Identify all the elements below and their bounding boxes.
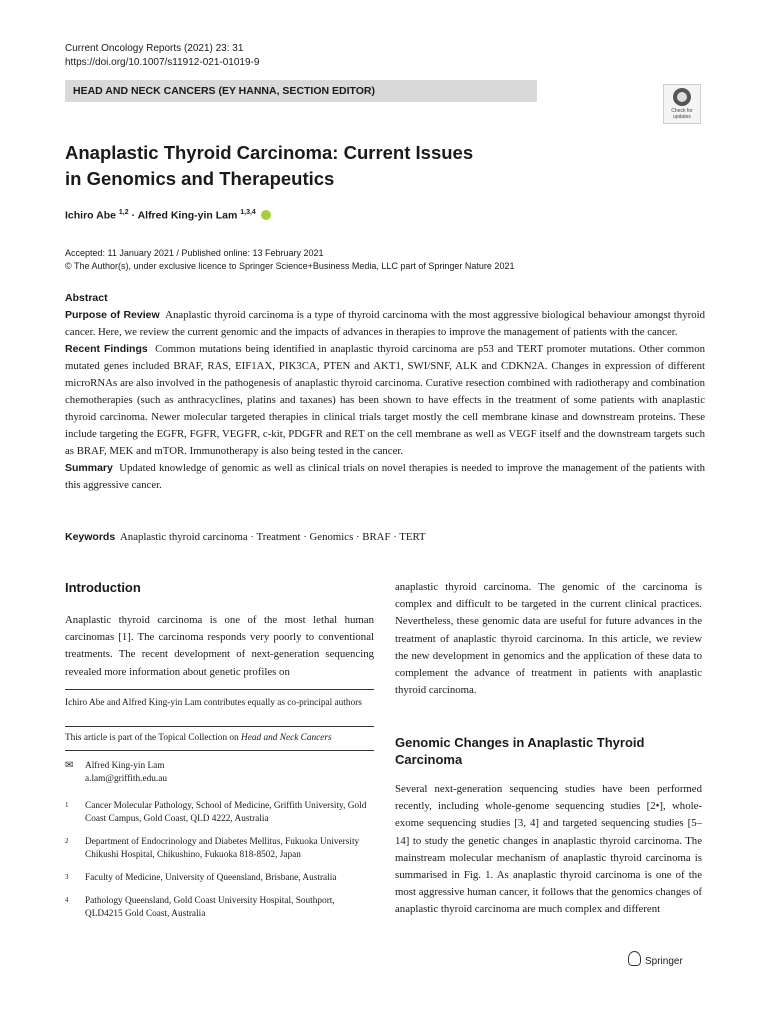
author-list: [65, 205, 271, 224]
keywords-text: Anaplastic thyroid carcinoma · Treatment · Genomics · BRAF · TERT: [120, 531, 426, 543]
topical-collection-note: [65, 732, 374, 745]
genomic-changes-paragraph: Several next-generation sequencing studies have been performed recently, including whole-genome sequencing studies [2•], whole-exome sequencing studies [3, 4] and targeted sequencing studies [5–14] to study the genetic changes in anaplastic thyroid carcinoma. The mainstream molecular mechanism of anaplastic thyroid carcinoma is summarised in Fig. 1. As anaplastic thyroid carcinoma is one of the most aggressive human cancer, it follows that the genomics changes of anaplastic thyroid carcinoma are much complex and different: [395, 783, 702, 916]
abstract-summary-text: Updated knowledge of genomic as well as clinical trials on novel therapies is needed to improve the management of the patients with this aggressive cancer.: [65, 462, 705, 491]
affiliations: [65, 800, 374, 931]
affiliation-item: [65, 872, 374, 885]
collection-prefix: This article is part of the Topical Collection on: [65, 733, 239, 743]
copyright-line: © The Author(s), under exclusive licence to Springer Science+Business Media, LLC part of Springer Nature 2021: [65, 261, 515, 271]
genomic-changes-text: [395, 781, 702, 919]
affiliation-text: Pathology Queensland, Gold Coast University Hospital, Southport, QLD4215 Gold Coast, Australia: [85, 896, 335, 919]
affiliation-number: 3: [65, 873, 69, 881]
author-name[interactable]: Ichiro Abe: [65, 209, 116, 222]
abstract-summary-label: Summary: [65, 462, 113, 474]
collection-name[interactable]: Head and Neck Cancers: [241, 733, 332, 743]
genomic-changes-heading: Genomic Changes in Anaplastic Thyroid Carcinoma: [395, 735, 645, 767]
introduction-continued-paragraph: anaplastic thyroid carcinoma. The genomic of the carcinoma is complex and difficult to be targeted in the current clinical practices. Nevertheless, these genomic data are useful for future advances in the treatment of anaplastic thyroid carcinoma. In this article, we review the new development in genomics and the application of these data to complement the advance of treatment in patients with anaplastic thyroid carcinoma.: [395, 581, 702, 697]
abstract: [65, 290, 705, 494]
affiliation-number: 4: [65, 896, 69, 904]
footnote-divider: [65, 689, 374, 690]
journal-citation: Current Oncology Reports (2021) 23: 31: [65, 43, 244, 54]
keywords-label: Keywords: [65, 531, 116, 543]
introduction-paragraph: Anaplastic thyroid carcinoma is one of the most lethal human carcinomas [1]. The carcinoma responds very poorly to conventional treatments. The recent development of next-generation sequencing revealed more information about genetic profiles on: [65, 614, 374, 678]
introduction-text: [65, 612, 374, 681]
affiliation-number: 1: [65, 801, 69, 809]
doi-link[interactable]: https://doi.org/10.1007/s11912-021-01019-9: [65, 57, 260, 68]
orcid-icon[interactable]: [261, 210, 271, 220]
author-name[interactable]: Alfred King-yin Lam: [137, 209, 238, 222]
check-updates-label: Check for updates: [671, 108, 693, 120]
corresponding-name: Alfred King-yin Lam: [85, 761, 165, 771]
springer-horse-icon: [628, 951, 641, 966]
abstract-heading: Abstract: [65, 292, 108, 304]
abstract-purpose-label: Purpose of Review: [65, 309, 160, 321]
envelope-icon: ✉: [65, 760, 74, 771]
contribution-note: Ichiro Abe and Alfred King-yin Lam contributes equally as co-principal authors: [65, 698, 362, 708]
introduction-continued: [395, 579, 702, 699]
affiliation-number: 2: [65, 837, 69, 845]
journal-header: [65, 42, 259, 70]
abstract-findings-text: Common mutations being identified in anaplastic thyroid carcinoma are p53 and TERT promoter mutations. Other common mutated genes included BRAF, RAS, EIF1AX, PIK3CA, PTEN and AKT1, SWI/SNF, ALK and CDKN2A. Changes in expression of different microRNAs are also involved in the pathogenesis of anaplastic thyroid carcinoma. Curative resection combined with radiotherapy and combination chemotherapies (such as anthracyclines, platins and taxanes) has been shown to have effects in the treatment of some patients with anaplastic thyroid carcinoma. Newer molecular targeted therapies in clinical trials target mostly the cell membrane kinase and downstream proteins. These include targeting the EGFR, FGFR, VEGFR, c-kit, PDGFR and RET on the cell membrane as well as VEGF itself and the downstream targets such as BRAF, MEK and mTOR. Immunotherapy is also being tested in the cancer.: [65, 343, 705, 457]
title-line-2: in Genomics and Therapeutics: [65, 168, 335, 189]
affiliation-text: Cancer Molecular Pathology, School of Medicine, Griffith University, Gold Coast Campus, Gold Coast, QLD 4222, Australia: [85, 801, 367, 824]
article-title: [65, 140, 485, 192]
publisher-logo: [628, 951, 683, 970]
introduction-heading: Introduction: [65, 580, 141, 595]
publication-info: [65, 247, 514, 273]
abstract-findings-label: Recent Findings: [65, 343, 148, 355]
affiliation-text: Faculty of Medicine, University of Queensland, Brisbane, Australia: [85, 873, 337, 883]
author-separator: ·: [131, 209, 136, 222]
title-line-1: Anaplastic Thyroid Carcinoma: Current Issues: [65, 142, 474, 163]
publisher-name: Springer: [645, 956, 683, 967]
abstract-purpose-text: Anaplastic thyroid carcinoma is a type of thyroid carcinoma with the most aggressive biological behaviour amongst thyroid cancer. Here, we review the current genomic and the impacts of advances in therapies to improve the management of patients with the cancer.: [65, 309, 705, 338]
author-affiliation-ref: 1,3,4: [240, 209, 256, 216]
corresponding-author: [65, 760, 374, 786]
keywords: [65, 529, 705, 545]
affiliation-item: [65, 836, 374, 862]
check-updates-icon: [673, 88, 691, 106]
affiliation-text: Department of Endocrinology and Diabetes Mellitus, Fukuoka University Chikushi Hospital, Chikushino, Fukuoka 818-8502, Japan: [85, 837, 360, 860]
author-affiliation-ref: 1,2: [118, 209, 129, 216]
affiliation-item: [65, 800, 374, 826]
publication-dates: Accepted: 11 January 2021 / Published online: 13 February 2021: [65, 248, 324, 258]
affiliation-item: [65, 895, 374, 921]
footnote-divider: [65, 750, 374, 751]
corresponding-email[interactable]: a.lam@griffith.edu.au: [85, 774, 167, 784]
section-banner: HEAD AND NECK CANCERS (EY HANNA, SECTION EDITOR): [65, 80, 537, 102]
check-for-updates-badge[interactable]: [663, 84, 701, 124]
footnote-divider: [65, 726, 374, 727]
